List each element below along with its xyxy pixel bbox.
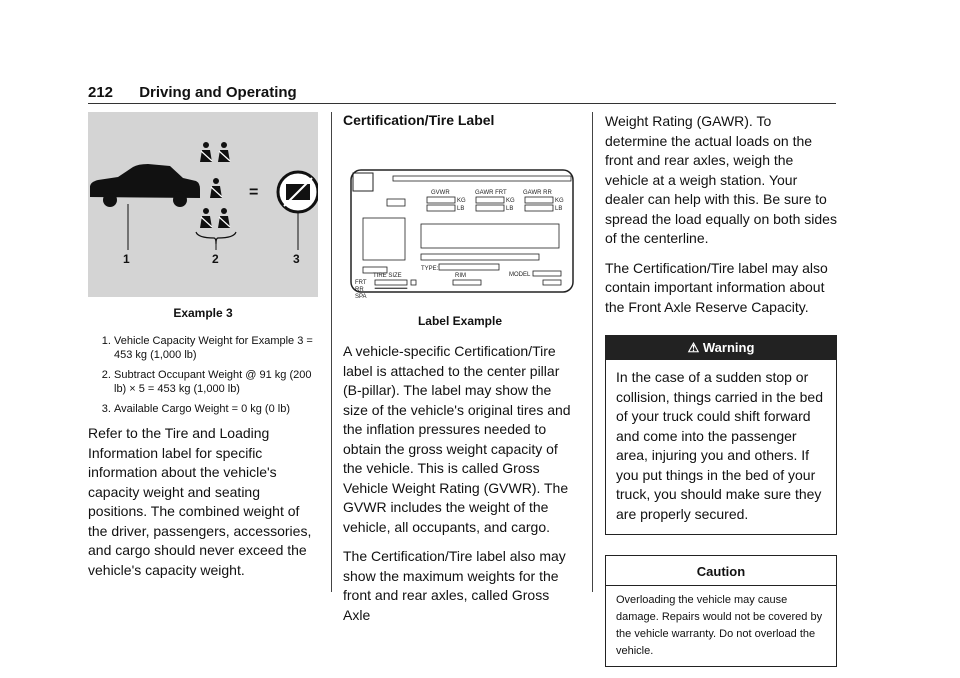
page-header — [88, 84, 297, 101]
figure-caption: Label Example — [417, 314, 503, 328]
gvwr-label: GVWR — [431, 190, 450, 196]
no-cargo-icon — [278, 172, 318, 212]
car-icon — [90, 164, 200, 207]
column-3 — [605, 112, 837, 667]
lb-label: LB — [457, 206, 465, 212]
rim-label: RIM — [455, 273, 466, 279]
lb-label: LB — [506, 206, 514, 212]
column-divider — [331, 112, 332, 592]
body-paragraph: The Certification/Tire label may also contain important information about the Front Axle Reserve Capacity. — [605, 259, 828, 315]
callout-2: 2 — [212, 252, 219, 266]
body-paragraph: A vehicle-specific Certification/Tire label is attached to the center pillar (B-pillar). The label may show the size of the vehicle's original tires and the inflation pressures needed to obtain the gross weight capacity of the vehicle. This is called Gross Vehicle Weight Rating (GVWR). The GVWR includes the weight of the vehicle, all occupants, and cargo. — [343, 343, 571, 535]
list-item: 2. Subtract Occupant Weight @ 91 kg (200 lb) × 5 = 453 kg (1,000 lb) — [114, 368, 318, 396]
kg-label: KG — [555, 198, 564, 204]
page-number: 212 — [88, 84, 114, 101]
section-heading: Certification/Tire Label — [343, 112, 495, 128]
warning-header — [606, 336, 836, 360]
equals-sign: = — [249, 184, 259, 201]
minus-sign: – — [174, 184, 183, 201]
seatbelt-occupant-icon — [200, 142, 230, 228]
warning-text: In the case of a sudden stop or collision, things carried in the bed of your truck could shift forward and come into the passenger area, injuring you and others. If you put things in the bed of your truck, you should make sure they are properly secured. — [616, 369, 824, 522]
section-title: Driving and Operating — [139, 84, 297, 101]
caution-text: Overloading the vehicle may cause damage. Repairs would not be covered by the vehicle warranty. Do not overload the vehicle. — [616, 594, 823, 657]
kg-label: KG — [506, 198, 515, 204]
column-1 — [88, 112, 318, 590]
warning-title: Warning — [702, 340, 755, 355]
caution-box — [605, 555, 837, 667]
type-label: TYPE: — [421, 266, 439, 272]
frt-label: FRT — [355, 280, 367, 286]
warning-box — [605, 335, 837, 535]
body-paragraph: The Certification/Tire label also may show the maximum weights for the front and rear axles, called Gross Axle — [343, 548, 566, 623]
column-divider — [592, 112, 593, 592]
gawr-rr-label: GAWR RR — [523, 190, 552, 196]
list-item: 3. Available Cargo Weight = 0 kg (0 lb) — [114, 402, 318, 416]
column-2 — [343, 112, 577, 635]
gawr-frt-label: GAWR FRT — [475, 190, 507, 196]
list-item: 1. Vehicle Capacity Weight for Example 3 = 453 kg (1,000 lb) — [114, 334, 318, 362]
header-rule — [88, 103, 836, 104]
example-list — [88, 334, 318, 416]
figure-caption: Example 3 — [173, 306, 233, 320]
tire-label-illustration — [343, 140, 577, 300]
tire-size-label: TIRE SIZE — [373, 273, 402, 279]
model-label: MODEL — [509, 272, 531, 278]
kg-label: KG — [457, 198, 466, 204]
spa-label: SPA — [355, 294, 367, 300]
example-illustration — [88, 112, 318, 297]
rr-label: RR — [355, 287, 364, 293]
example-figure — [88, 112, 318, 297]
caution-title: Caution — [606, 556, 836, 586]
callout-1: 1 — [123, 252, 130, 266]
callout-3: 3 — [293, 252, 300, 266]
tire-label-figure — [343, 140, 577, 300]
body-paragraph: Refer to the Tire and Loading Information label for specific information about the vehicle's capacity weight and seating positions. The combined weight of the driver, passengers, accessories, and cargo should never exceed the vehicle's capacity weight. — [88, 425, 312, 578]
body-paragraph: Weight Rating (GAWR). To determine the actual loads on the front and rear axles, weigh the vehicle at a weigh station. Your dealer can help with this. Be sure to spread the load equally on both sides of the centerline. — [605, 113, 837, 246]
warning-icon: ⚠︎ — [687, 340, 703, 355]
lb-label: LB — [555, 206, 563, 212]
